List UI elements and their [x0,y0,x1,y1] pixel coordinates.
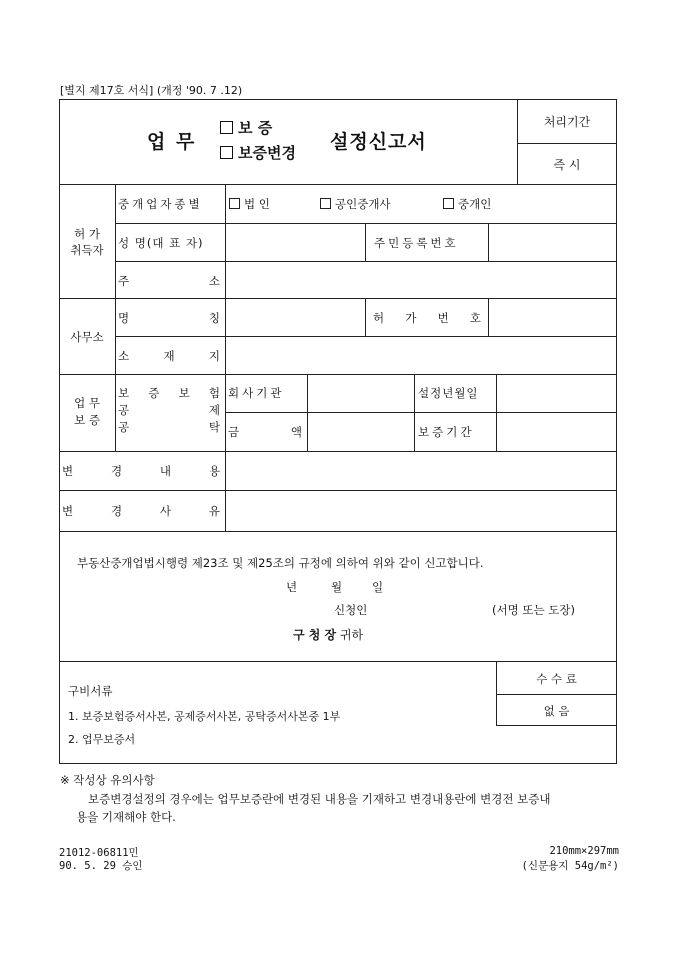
declaration-text: 부동산중개업법시행령 제23조 및 제25조의 규정에 의하여 위와 같이 신고합니다. [77,556,484,570]
footer-form-number: 21012-06811민 [59,847,139,859]
footer-paper-size: 210mm×297mm [549,845,619,857]
checkbox-icon [443,198,454,209]
processing-period-value: 즉 시 [553,158,581,172]
documents-item-1: 1. 보증보험증서사본, 공제증서사본, 공탁증서사본중 1부 [68,710,341,723]
notes-line-2: 용을 기재해야 한다. [76,810,176,824]
applicant-label: 신청인 [334,603,368,617]
form-code: [별지 제17호 서식] (개정 '90. 7 .12) [60,84,243,97]
documents-title: 구비서류 [68,684,113,698]
company-label: 회사기관 [228,386,285,400]
broker-type-individual: 중개인 [443,196,491,212]
recipient: 구 청 장 귀하 [293,628,364,642]
title-option-guarantee: 보 증 [220,117,272,138]
permit-number-label: 허 가 번 호 [373,311,481,325]
date-year: 년 [286,580,298,594]
guarantee-period-label: 보증기간 [418,425,475,439]
title-right: 설정신고서 [330,131,427,153]
fee-label: 수 수 료 [536,672,577,686]
section-business-guarantee: 업 무 보 증 [74,396,100,427]
name-label: 성 명(대 표 자) [118,236,204,250]
date-day: 일 [372,580,384,594]
processing-period-label: 처리기간 [543,115,591,129]
change-reason-label: 변 경 사 유 [62,504,220,518]
broker-type-corporation: 법 인 [229,196,270,212]
guarantee-type-insurance: 보 증 보 험 [118,386,220,400]
location-label: 소 재 지 [118,349,220,363]
broker-type-label: 중개업자종별 [118,197,203,211]
footer-approval: 90. 5. 29 승인 [59,860,143,872]
checkbox-icon [220,146,233,159]
documents-item-2: 2. 업무보증서 [68,733,136,746]
fee-value: 없 음 [543,704,570,718]
signature-label: (서명 또는 도장) [492,603,575,617]
footer-paper-type: (신문용지 54g/m²) [521,860,619,872]
change-content-label: 변 경 내 용 [62,464,220,478]
title-left: 업 무 [147,131,197,153]
broker-type-licensed: 공인중개사 [320,196,391,212]
guarantee-type-mutual-aid: 공 제 [118,403,220,417]
resident-number-label: 주민등록번호 [374,236,459,250]
date-month: 월 [331,580,343,594]
guarantee-type-deposit: 공 탁 [118,420,220,434]
address-label: 주 소 [118,274,220,288]
amount-label: 금 액 [228,425,302,439]
section-permit-holder: 허 가 취득자 [70,227,104,257]
checkbox-icon [229,198,240,209]
notes-title: ※ 작성상 유의사항 [60,773,155,787]
checkbox-icon [220,121,233,134]
checkbox-icon [320,198,331,209]
title-option-change: 보증변경 [220,142,296,163]
section-office: 사무소 [70,330,104,344]
setup-date-label: 설정년월일 [418,386,479,400]
notes-line-1: 보증변경설정의 경우에는 업무보증란에 변경된 내용을 기재하고 변경내용란에 변경전 보증내 [88,792,551,806]
office-name-label: 명 칭 [118,311,220,325]
